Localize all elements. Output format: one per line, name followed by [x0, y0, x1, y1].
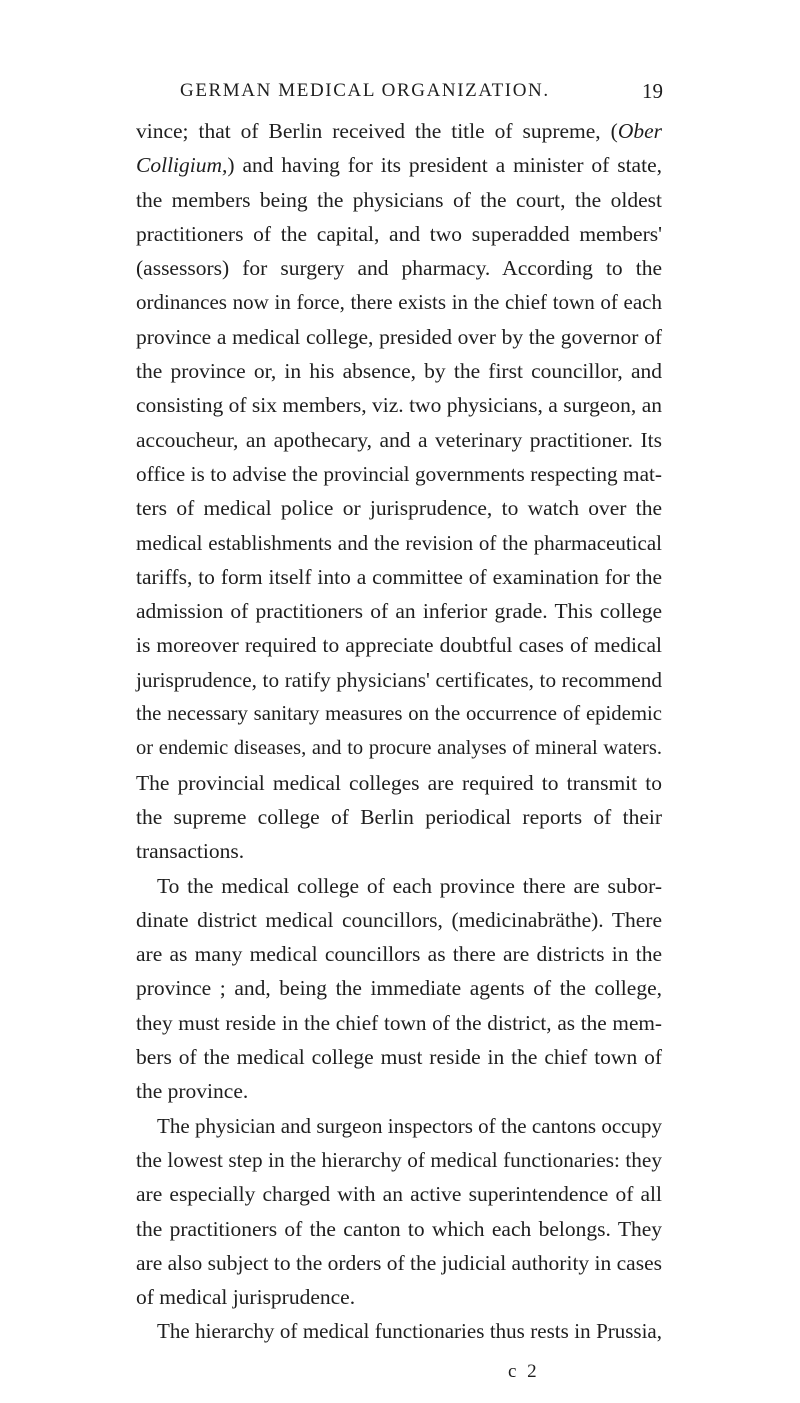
text-line: the members being the physicians of the court, the oldest — [136, 187, 662, 212]
text-run: vince; that of Berlin received the title of supreme, ( — [136, 119, 618, 143]
text-run: ) and having for its president a minister of state, — [227, 153, 662, 178]
text-line: To the medical college of each province there are subor- — [157, 873, 662, 898]
text-line: province ; and, being the immediate agents of the college, — [136, 976, 662, 1001]
page-number: 19 — [642, 79, 663, 103]
text-line: bers of the medical college must reside in the chief town of — [136, 1045, 662, 1070]
italic-term: Colligium, — [136, 153, 228, 178]
text-line: admission of practitioners of an inferior grade. This college — [136, 599, 662, 624]
text-line: accoucheur, an apothecary, and a veterinary practitioner. Its — [136, 427, 662, 452]
text-line: ters of medical police or jurisprudence, to watch over the — [136, 496, 662, 521]
italic-term: Ober — [617, 119, 662, 143]
text-line: of medical jurisprudence. — [136, 1285, 356, 1310]
text-line: or endemic diseases, and to procure analyses of mineral waters. — [136, 737, 662, 760]
body-text — [136, 114, 662, 1349]
page-header — [135, 80, 663, 110]
text-line: the province or, in his absence, by the first councillor, and — [136, 359, 662, 384]
text-line: the province. — [136, 1079, 249, 1104]
text-line: jurisprudence, to ratify physicians' certificates, to recommend — [136, 667, 662, 692]
text-line: The provincial medical colleges are required to transmit to — [136, 770, 662, 795]
text-line: ordinances now in force, there exists in the chief town of each — [136, 290, 662, 315]
text-line: The physician and surgeon inspectors of the cantons occupy — [157, 1113, 662, 1138]
text-line: tariffs, to form itself into a committee of examination for the — [136, 564, 662, 589]
text-line: the lowest step in the hierarchy of medical functionaries: they — [136, 1147, 662, 1172]
signature-mark: c 2 — [508, 1361, 540, 1382]
text-line: dinate district medical councillors, (medicinabräthe). There — [136, 907, 662, 932]
text-line: (assessors) for surgery and pharmacy. According to the — [136, 256, 662, 281]
text-line: are especially charged with an active superintendence of all — [136, 1182, 662, 1207]
text-line: the practitioners of the canton to which each belongs. They — [136, 1216, 662, 1241]
text-line: the supreme college of Berlin periodical reports of their — [136, 804, 662, 829]
text-line: consisting of six members, viz. two physicians, a surgeon, an — [136, 393, 662, 418]
text-line: The hierarchy of medical functionaries thus rests in Prussia, — [157, 1319, 662, 1344]
text-line: medical establishments and the revision of the pharmaceutical — [136, 530, 662, 555]
text-line: office is to advise the provincial governments respecting mat- — [136, 461, 662, 486]
text-line: are also subject to the orders of the judicial authority in cases — [136, 1250, 662, 1275]
text-line: the necessary sanitary measures on the occurrence of epidemic — [136, 703, 662, 726]
text-line: practitioners of the capital, and two superadded members' — [136, 221, 662, 246]
text-line: transactions. — [136, 839, 245, 864]
text-line — [136, 148, 662, 182]
text-line: province a medical college, presided over by the governor of — [136, 324, 662, 349]
text-line: is moreover required to appreciate doubtful cases of medical — [136, 633, 662, 658]
text-line — [136, 114, 662, 148]
running-title: GERMAN MEDICAL ORGANIZATION. — [180, 80, 550, 101]
text-line: they must reside in the chief town of the district, as the mem- — [136, 1010, 662, 1035]
text-line: are as many medical councillors as there are districts in the — [136, 942, 662, 967]
